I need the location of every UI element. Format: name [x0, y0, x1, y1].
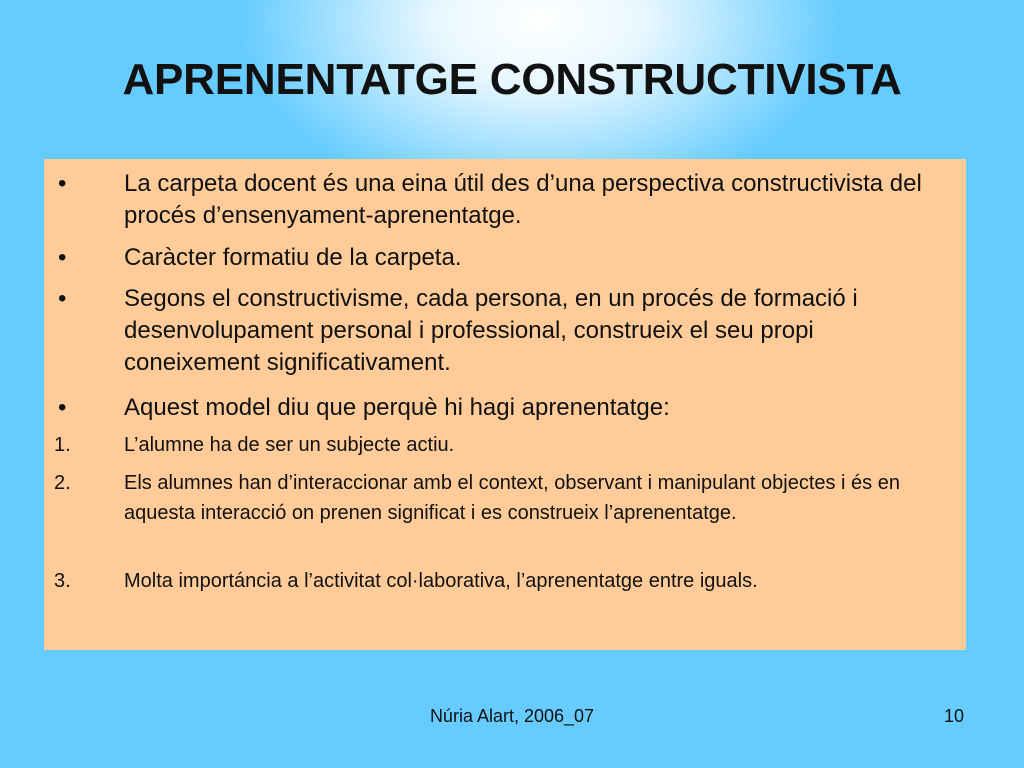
numbered-text: L’alumne ha de ser un subjecte actiu.	[124, 434, 455, 456]
bullet-text: Segons el constructivisme, cada persona, en un procés de formació i desenvolupament personal i professional, construeix el seu propi coneixement significativament.	[124, 285, 858, 376]
content-box	[44, 159, 966, 650]
bullet-marker: •	[58, 170, 67, 197]
number-marker: 1.	[54, 434, 71, 456]
bullet-marker: •	[58, 285, 67, 312]
bullet-text: Caràcter formatiu de la carpeta.	[124, 244, 462, 271]
bullet-marker: •	[58, 394, 67, 421]
number-marker: 2.	[54, 472, 71, 494]
slide-title: APRENENTATGE CONSTRUCTIVISTA	[122, 55, 902, 104]
bullet-text: La carpeta docent és una eina útil des d’una perspectiva constructivista del procés d’ensenyament-aprenentatge.	[124, 170, 922, 229]
number-marker: 3.	[54, 570, 71, 592]
bullet-text: Aquest model diu que perquè hi hagi aprenentatge:	[124, 394, 670, 421]
bullet-marker: •	[58, 244, 67, 271]
footer-author: Núria Alart, 2006_07	[429, 706, 595, 726]
numbered-text: Molta importáncia a l’activitat col·laborativa, l’aprenentatge entre iguals.	[124, 570, 758, 592]
page-number: 10	[944, 706, 965, 726]
numbered-text: Els alumnes han d’interaccionar amb el context, observant i manipulant objectes i és en aquesta interacció on prenen significat i es construeix l’aprenentatge.	[124, 472, 900, 524]
